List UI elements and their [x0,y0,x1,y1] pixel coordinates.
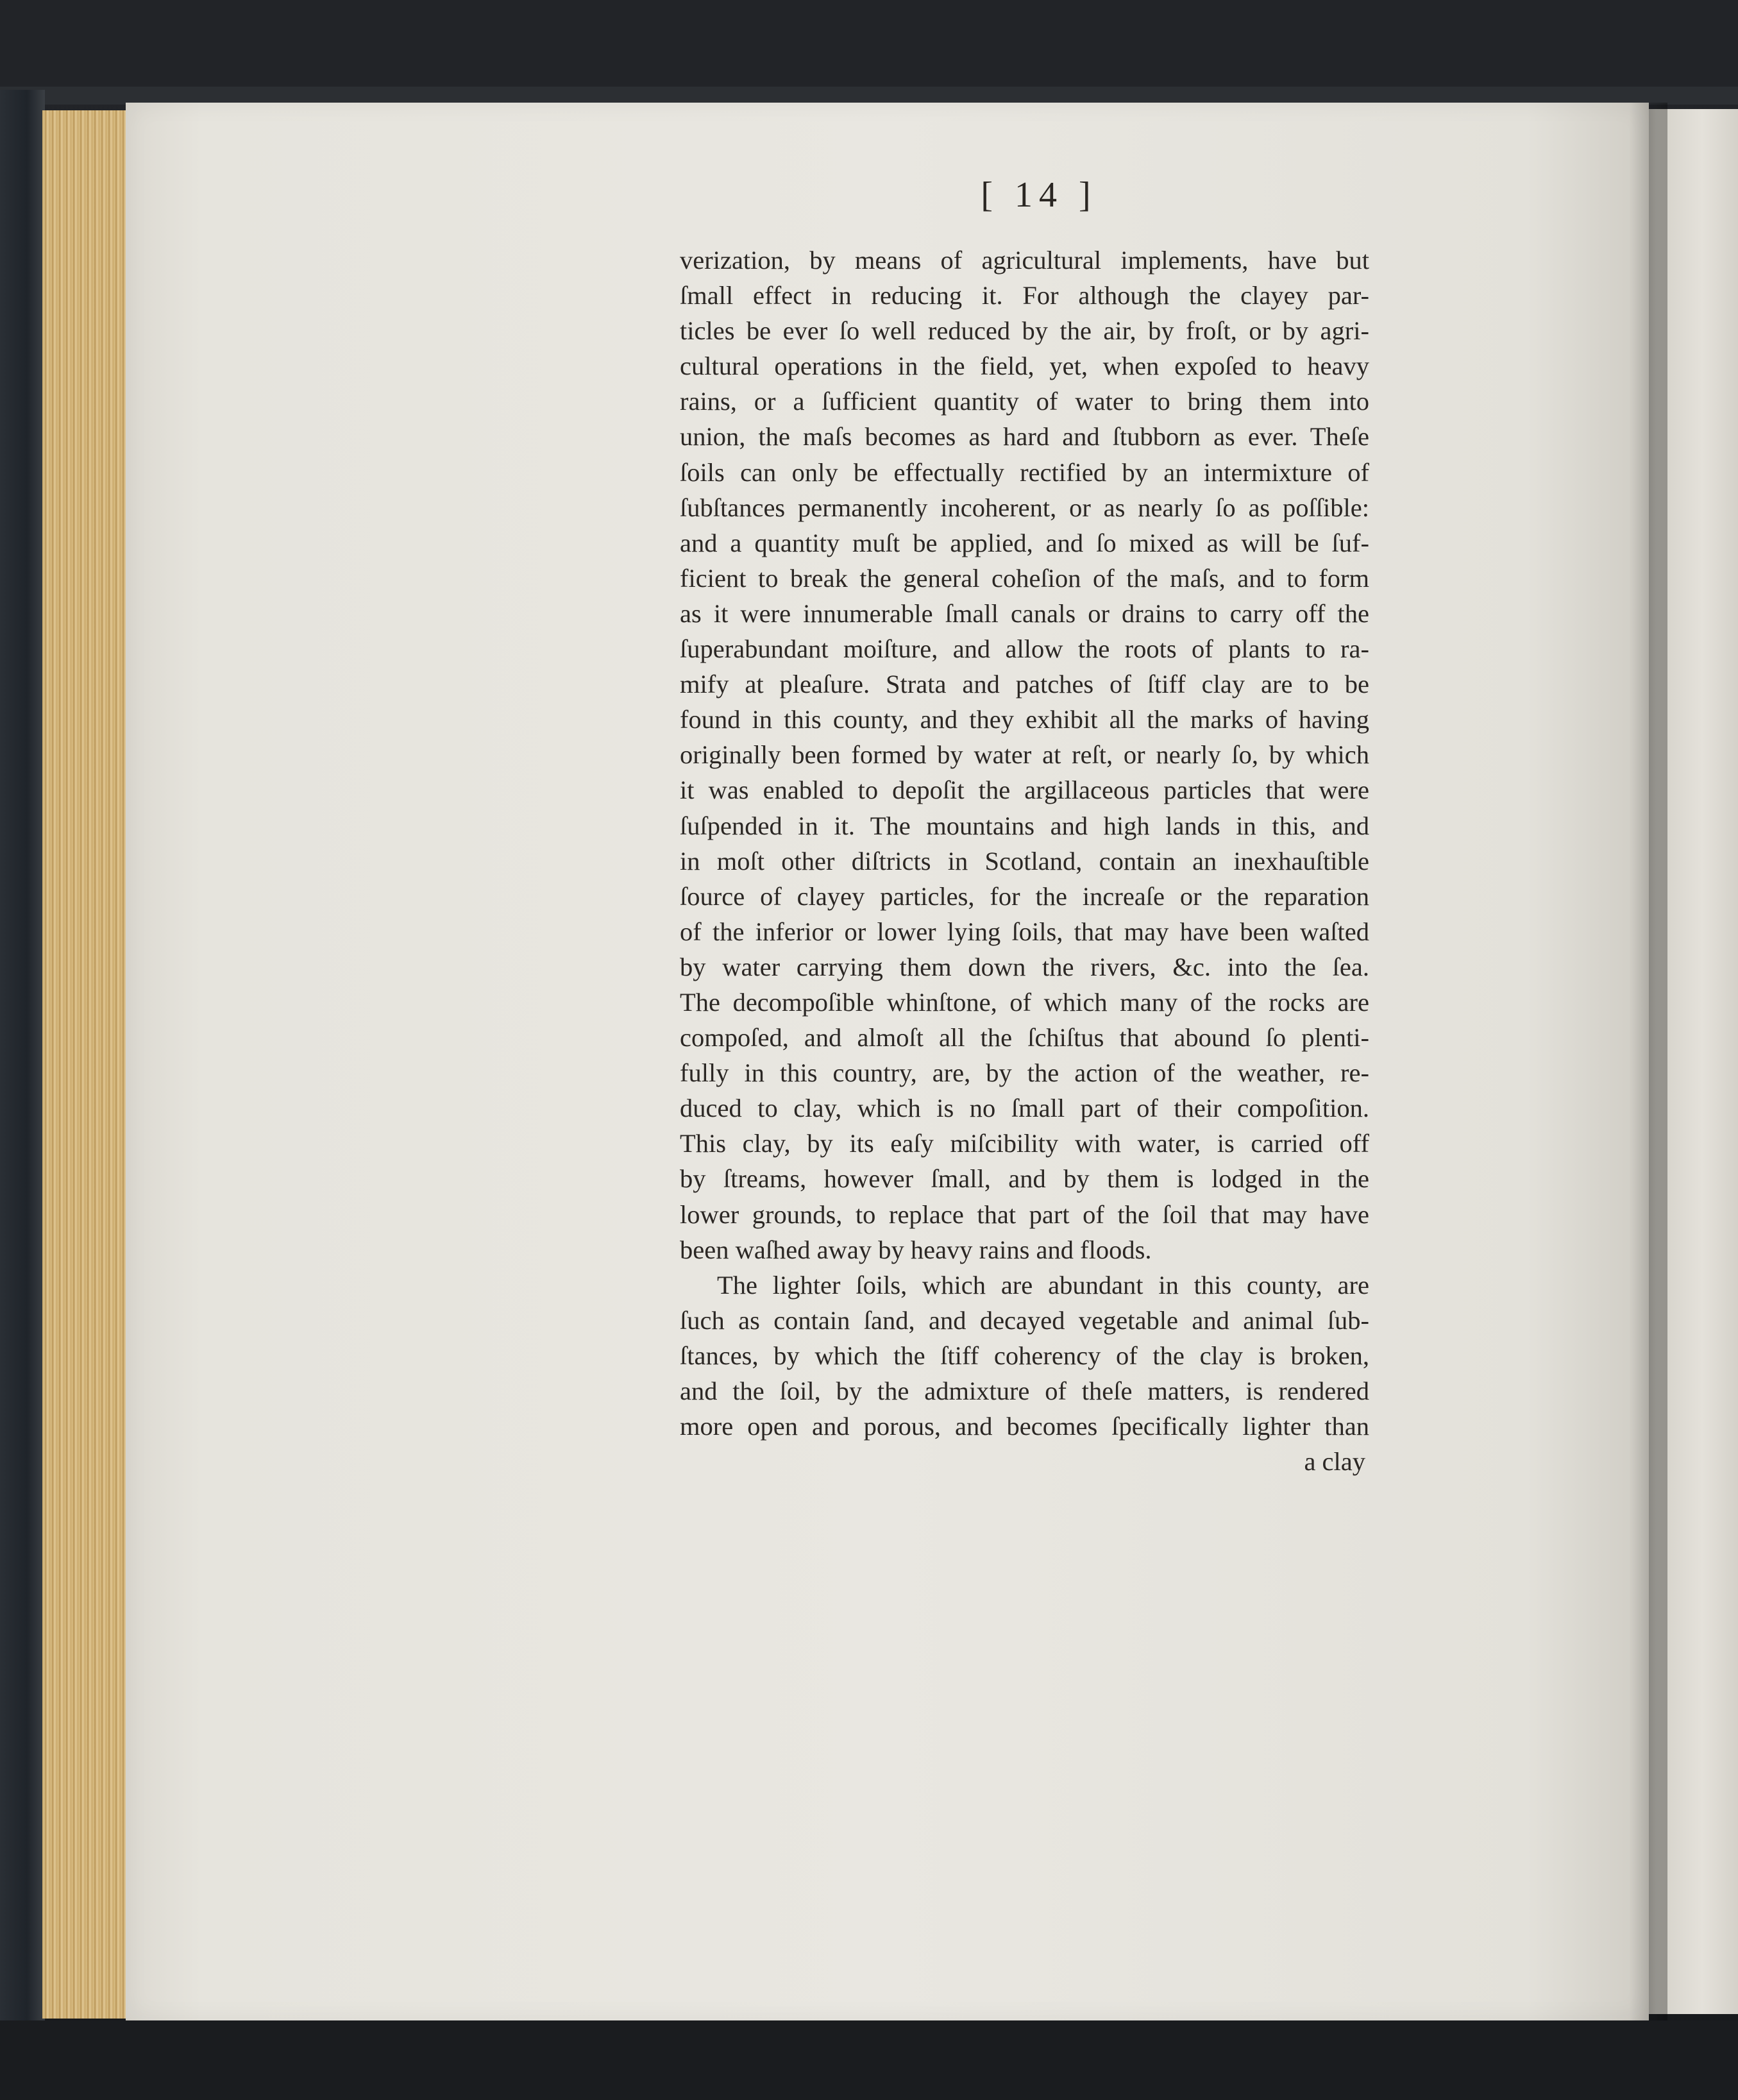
book-cover-top-edge [0,87,1738,105]
text-line: it was enabled to depoſit the argillaceous particles that were [680,775,1369,805]
text-line: of the inferior or lower lying ſoils, that may have been waſted [680,917,1369,946]
text-line: ſuperabundant moiſture, and allow the roots of plants to ra- [680,634,1369,664]
text-line: by ſtreams, however ſmall, and by them is lodged in the [680,1164,1369,1194]
text-line: This clay, by its eaſy miſcibility with water, is carried off [680,1129,1369,1158]
text-line: ſource of clayey particles, for the increaſe or the reparation [680,881,1369,911]
text-line: and the ſoil, by the admixture of theſe matters, is rendered [680,1376,1369,1405]
text-line: found in this county, and they exhibit all the marks of having [680,705,1369,734]
text-line: ſmall effect in reducing it. For although the clayey par- [680,281,1369,310]
text-line: ſoils can only be effectually rectified by an intermixture of [680,457,1369,487]
body-text [680,242,1369,1479]
text-line: union, the maſs becomes as hard and ſtubborn as ever. Theſe [680,422,1369,452]
text-line: rains, or a ſufficient quantity of water to bring them into [680,387,1369,416]
book-cover-left-edge [0,90,45,2040]
text-line: originally been formed by water at reſt, or nearly ſo, by which [680,740,1369,770]
text-line: ficient to break the general coheſion of the maſs, and to form [680,563,1369,593]
text-line: by water carrying them down the rivers, &c. into the ſea. [680,952,1369,981]
text-line: cultural operations in the field, yet, when expoſed to heavy [680,351,1369,381]
text-line: ticles be ever ſo well reduced by the air, by froſt, or by agri- [680,316,1369,346]
text-line: fully in this country, are, by the action of the weather, re- [680,1058,1369,1088]
page-stack-edges [42,110,127,2019]
catchword: a clay [1304,1447,1365,1477]
text-line: The lighter ſoils, which are abundant in this county, are [717,1270,1369,1300]
book-cover-bottom-edge [0,2020,1738,2100]
text-line: and a quantity muſt be applied, and ſo mixed as will be ſuf- [680,528,1369,557]
text-line: as it were innumerable ſmall canals or drains to carry off the [680,598,1369,628]
text-line: compoſed, and almoſt all the ſchiſtus that abound ſo plenti- [680,1023,1369,1053]
text-line: lower grounds, to replace that part of the ſoil that may have [680,1199,1369,1229]
text-line: verization, by means of agricultural implements, have but [680,246,1369,275]
text-line: mify at pleaſure. Strata and patches of ſtiff clay are to be [680,670,1369,699]
text-line: ſuch as contain ſand, and decayed vegetable and animal ſub- [680,1305,1369,1335]
text-line: ſuſpended in it. The mountains and high lands in this, and [680,811,1369,840]
text-line: more open and porous, and becomes ſpecifically lighter than [680,1412,1369,1441]
text-line: ſubſtances permanently incoherent, or as nearly ſo as poſſible: [680,493,1369,522]
text-line: duced to clay, which is no ſmall part of their compoſition. [680,1094,1369,1123]
text-line: been waſhed away by heavy rains and floods. [680,1235,1152,1264]
text-line: The decompoſible whinſtone, of which many of the rocks are [680,987,1369,1017]
paragraph-1 [680,242,1369,1267]
gutter-shadow [1629,103,1667,2020]
paragraph-2 [680,1267,1369,1444]
page-number-header: [ 14 ] [981,175,1097,215]
text-line: ſtances, by which the ſtiff coherency of the clay is broken, [680,1341,1369,1370]
text-line: in moſt other diſtricts in Scotland, contain an inexhauſtible [680,846,1369,876]
